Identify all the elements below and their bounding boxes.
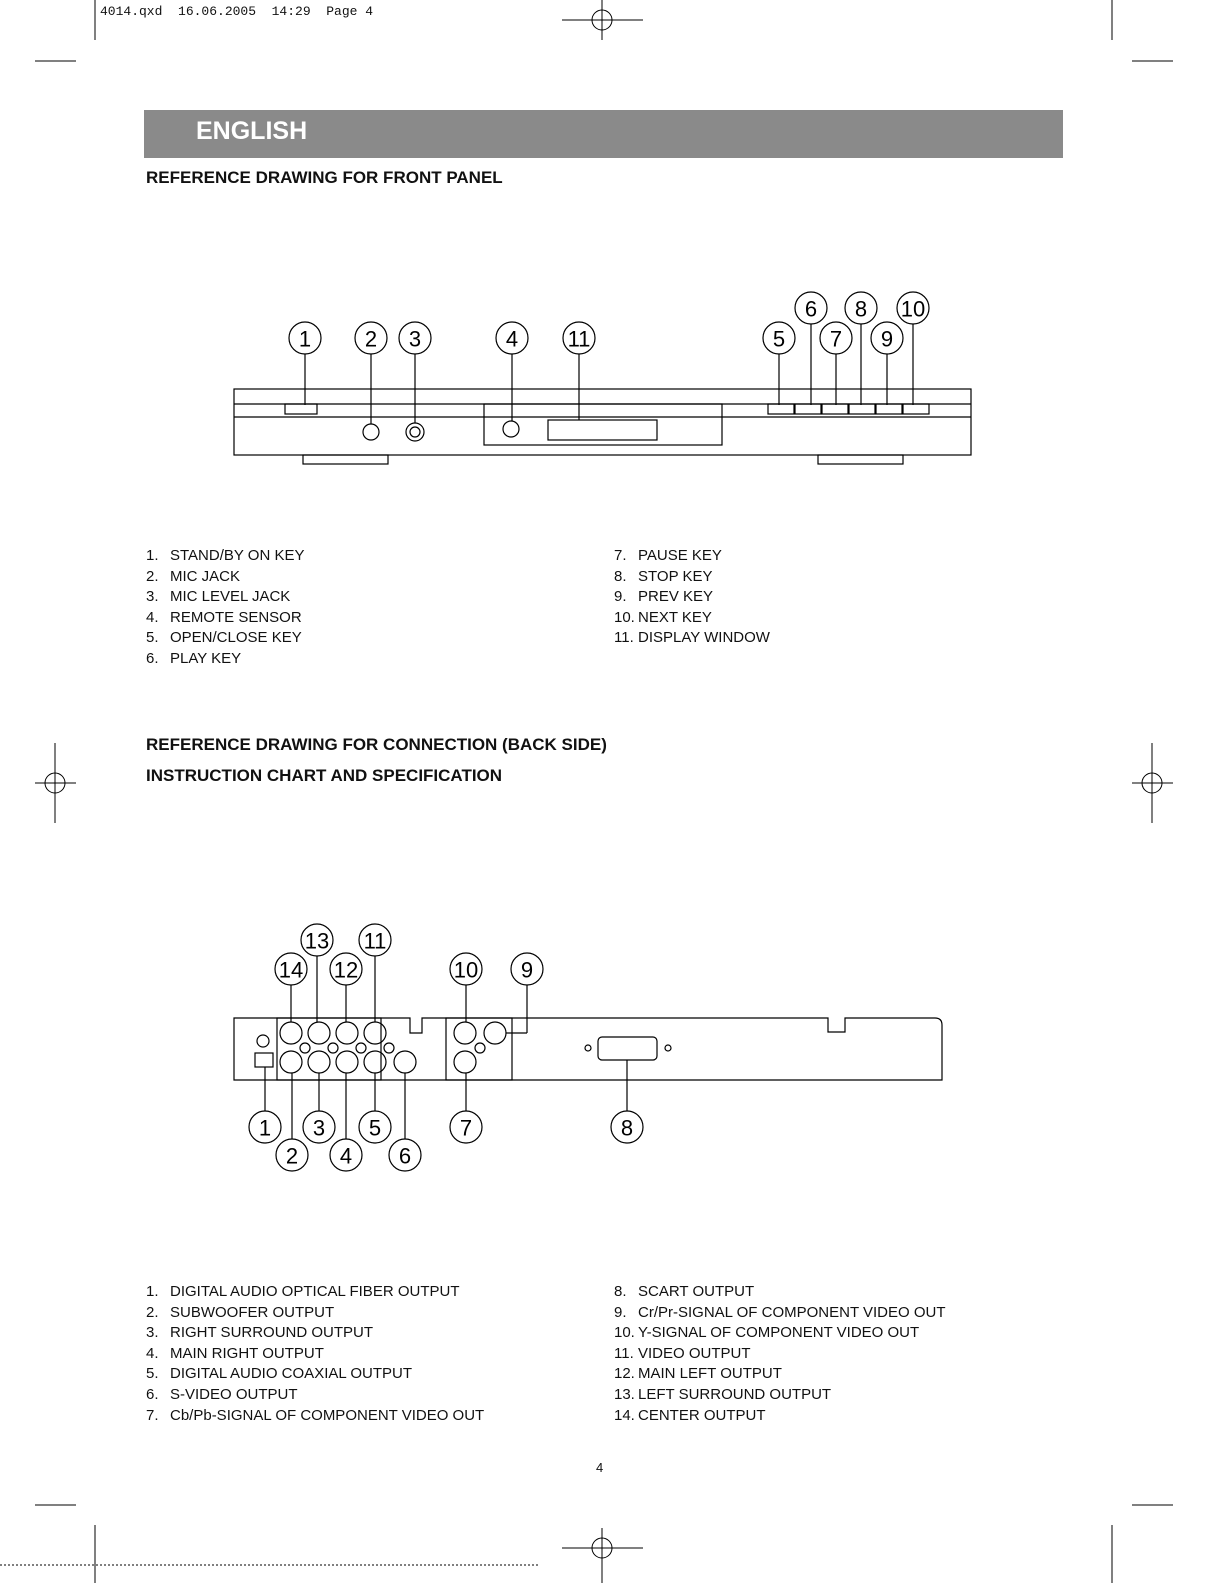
foot-left <box>303 455 388 464</box>
list-item-label: SUBWOOFER OUTPUT <box>170 1303 335 1321</box>
list-item-label: CENTER OUTPUT <box>638 1406 766 1424</box>
callout-number: 3 <box>408 326 422 352</box>
standby-key <box>285 404 317 414</box>
list-item-number: 7. <box>146 1406 159 1424</box>
list-item-number: 7. <box>614 547 627 564</box>
list-item-label: DIGITAL AUDIO OPTICAL FIBER OUTPUT <box>170 1283 460 1300</box>
banner-title: ENGLISH <box>196 117 308 145</box>
foot-right <box>818 455 903 464</box>
list-item-label: STOP KEY <box>638 567 713 585</box>
list-item-label: OPEN/CLOSE KEY <box>170 629 302 647</box>
callout-number: 9 <box>880 326 894 352</box>
list-item-number: 3. <box>146 1324 159 1342</box>
callout-number: 5 <box>772 326 786 352</box>
callout-number: 3 <box>312 1115 326 1141</box>
list-item-number: 2. <box>146 1303 159 1321</box>
back-panel-list-left <box>146 1282 484 1426</box>
list-item-label: Cb/Pb-SIGNAL OF COMPONENT VIDEO OUT <box>170 1406 485 1424</box>
callout-number: 2 <box>364 326 378 352</box>
list-item <box>614 1406 946 1427</box>
remote-sensor <box>503 421 519 437</box>
list-item-number: 11. <box>614 1344 634 1362</box>
list-item-number: 9. <box>614 1303 627 1321</box>
page-number: 4 <box>596 1460 604 1475</box>
registration-mark-right <box>1132 743 1173 823</box>
back-panel-list-right <box>614 1282 946 1426</box>
list-item <box>146 587 304 608</box>
list-item <box>146 608 304 629</box>
list-item-number: 9. <box>614 588 627 606</box>
instruction-chart-heading: INSTRUCTION CHART AND SPECIFICATION <box>146 766 503 785</box>
mic-level-jack <box>410 427 420 437</box>
list-item <box>146 628 304 649</box>
list-item <box>614 587 770 608</box>
list-item-label: NEXT KEY <box>638 608 712 626</box>
language-banner <box>144 110 1063 158</box>
list-item-number: 8. <box>614 567 627 585</box>
callout-number: 6 <box>398 1143 412 1169</box>
list-item-label: SCART OUTPUT <box>638 1283 755 1300</box>
registration-mark-left <box>35 743 76 823</box>
callout-number: 13 <box>304 928 330 954</box>
callout-number: 6 <box>804 296 818 322</box>
list-item-label: STAND/BY ON KEY <box>170 547 305 564</box>
list-item-number: 10. <box>614 1324 635 1342</box>
list-item-label: PLAY KEY <box>170 649 242 667</box>
mic-jack <box>363 424 379 440</box>
file-slug: 4014.qxd 16.06.2005 14:29 Page 4 <box>100 4 374 19</box>
svideo-port <box>394 1051 416 1073</box>
list-item-label: VIDEO OUTPUT <box>638 1344 751 1362</box>
list-item-label: Y-SIGNAL OF COMPONENT VIDEO OUT <box>638 1324 920 1342</box>
callout-number: 11 <box>567 326 591 352</box>
list-item-label: DIGITAL AUDIO COAXIAL OUTPUT <box>170 1365 412 1383</box>
list-item-label: MAIN LEFT OUTPUT <box>638 1365 782 1383</box>
list-item-number: 12. <box>614 1365 635 1383</box>
front-panel-list-right <box>614 546 770 649</box>
registration-mark-bottom <box>562 1528 643 1583</box>
front-panel-heading: REFERENCE DRAWING FOR FRONT PANEL <box>146 168 503 187</box>
list-item-number: 1. <box>146 547 159 564</box>
list-item <box>146 567 304 588</box>
front-keys <box>768 404 929 414</box>
list-item <box>146 649 304 670</box>
list-item <box>146 1364 484 1385</box>
list-item-label: MIC LEVEL JACK <box>170 588 291 606</box>
list-item-number: 6. <box>146 1385 159 1403</box>
callout-number: 14 <box>278 957 304 983</box>
list-item-number: 5. <box>146 1365 159 1383</box>
callout-number: 1 <box>298 326 312 352</box>
callout-number: 8 <box>854 296 868 322</box>
list-item-label: Cr/Pr-SIGNAL OF COMPONENT VIDEO OUT <box>638 1303 946 1321</box>
callout-number: 1 <box>258 1115 272 1141</box>
list-item <box>614 1282 946 1303</box>
list-item <box>146 1282 484 1303</box>
list-item <box>614 1364 946 1385</box>
list-item-number: 6. <box>146 649 159 667</box>
list-item <box>146 1303 484 1324</box>
list-item-number: 14. <box>614 1406 635 1424</box>
list-item-label: MAIN RIGHT OUTPUT <box>170 1344 324 1362</box>
list-item <box>146 1344 484 1365</box>
list-item-number: 3. <box>146 588 159 606</box>
list-item <box>614 1303 946 1324</box>
callout-number: 7 <box>829 326 843 352</box>
list-item <box>614 1344 946 1365</box>
callout-number: 4 <box>505 326 519 352</box>
list-item-number: 11. <box>614 629 634 647</box>
list-item-label: RIGHT SURROUND OUTPUT <box>170 1324 374 1342</box>
list-item-label: DISPLAY WINDOW <box>638 629 770 647</box>
callout-number: 11 <box>363 928 387 954</box>
list-item <box>614 1385 946 1406</box>
list-item-label: REMOTE SENSOR <box>170 608 302 626</box>
list-item-label: S-VIDEO OUTPUT <box>170 1385 298 1403</box>
callout-number: 4 <box>339 1143 353 1169</box>
list-item-number: 10. <box>614 608 635 626</box>
registration-mark-top <box>562 0 643 40</box>
list-item-label: LEFT SURROUND OUTPUT <box>638 1385 832 1403</box>
callout-number: 10 <box>900 296 926 322</box>
list-item-label: PREV KEY <box>638 588 714 606</box>
front-panel-drawing <box>234 323 971 464</box>
list-item <box>614 608 770 629</box>
front-callouts <box>289 292 929 354</box>
list-item <box>146 1323 484 1344</box>
list-item <box>146 1406 484 1427</box>
list-item-label: PAUSE KEY <box>638 547 722 564</box>
list-item <box>614 567 770 588</box>
list-item-number: 4. <box>146 1344 159 1362</box>
list-item-number: 1. <box>146 1283 159 1300</box>
callout-number: 10 <box>453 957 479 983</box>
callout-number: 5 <box>368 1115 382 1141</box>
front-panel-list-left <box>146 546 304 670</box>
scart-port <box>598 1037 657 1060</box>
display-window <box>548 420 657 440</box>
list-item <box>614 546 770 567</box>
list-item <box>146 546 304 567</box>
callout-number: 12 <box>333 957 359 983</box>
list-item-number: 5. <box>146 629 159 647</box>
back-panel-heading: REFERENCE DRAWING FOR CONNECTION (BACK SIDE) <box>146 735 607 754</box>
optical-port <box>255 1053 273 1067</box>
callout-number: 7 <box>459 1115 473 1141</box>
list-item-number: 4. <box>146 608 159 626</box>
list-item-number: 13. <box>614 1385 635 1403</box>
list-item-number: 8. <box>614 1283 627 1300</box>
list-item <box>614 628 770 649</box>
callout-number: 8 <box>620 1115 634 1141</box>
list-item <box>146 1385 484 1406</box>
list-item-label: MIC JACK <box>170 567 241 585</box>
callout-number: 2 <box>285 1143 299 1169</box>
list-item-number: 2. <box>146 567 159 585</box>
callout-number: 9 <box>520 957 534 983</box>
list-item <box>614 1323 946 1344</box>
